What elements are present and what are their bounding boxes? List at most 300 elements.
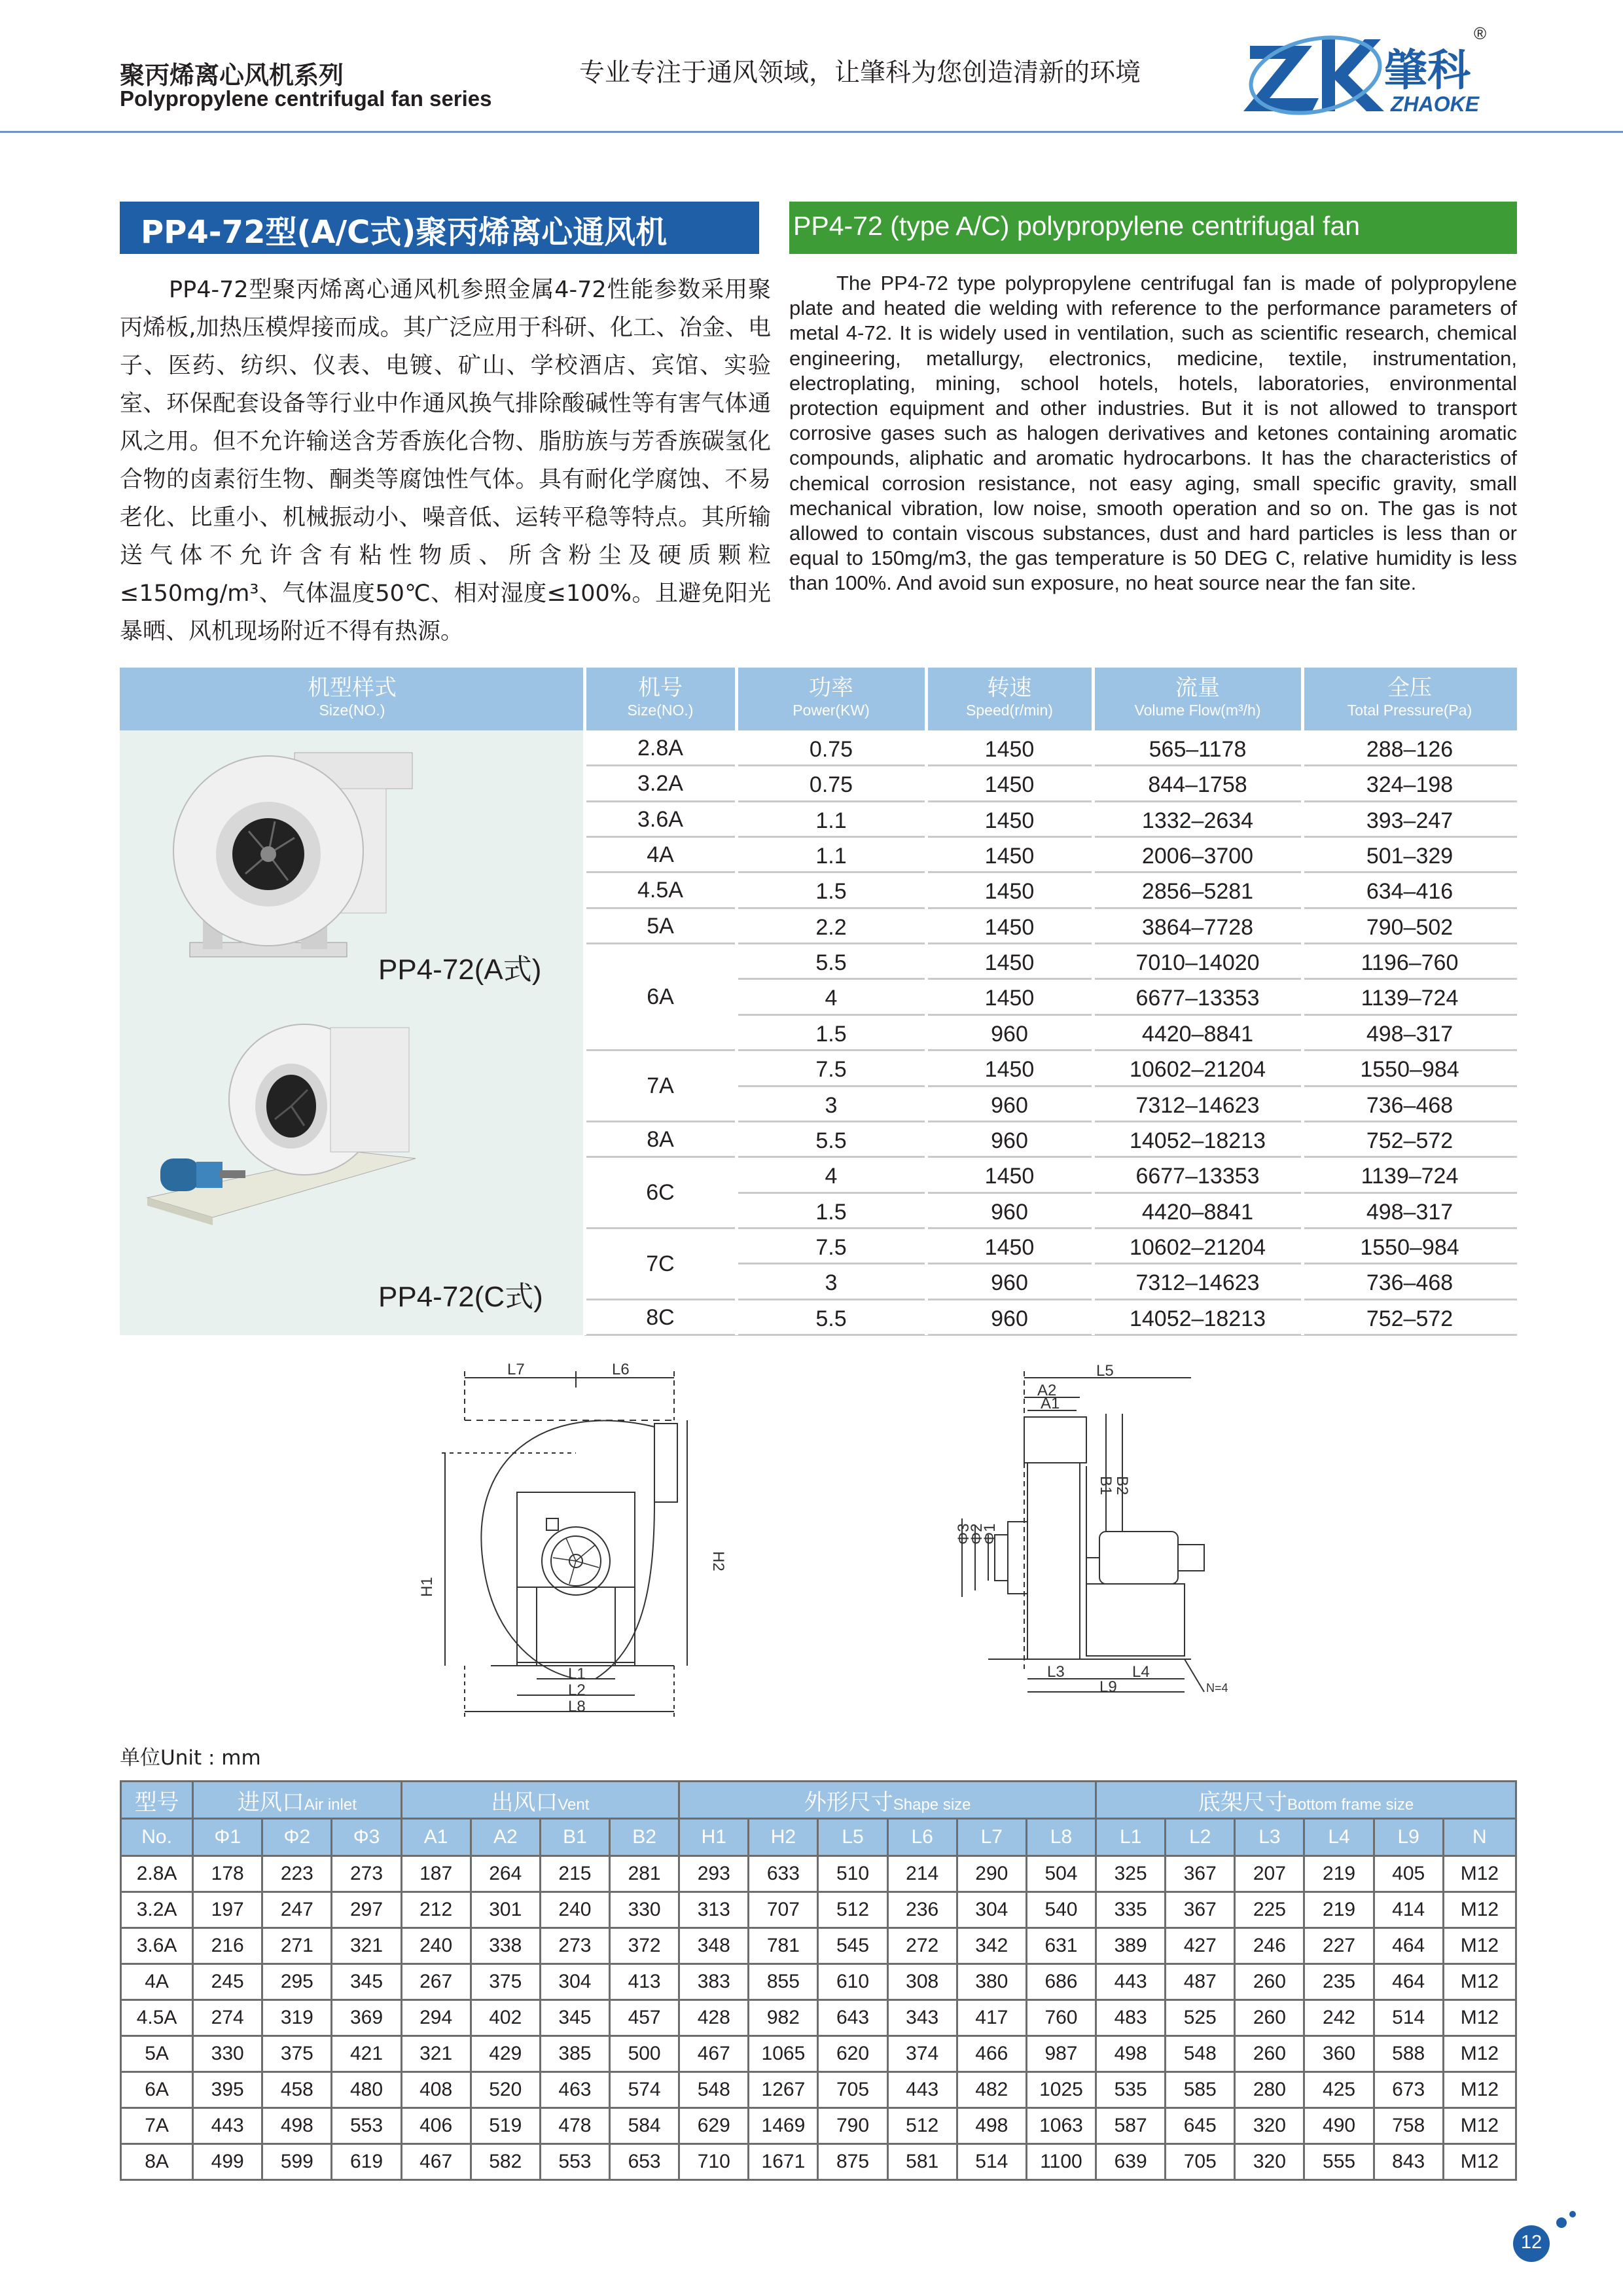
pressure-cell: 752–572 bbox=[1366, 1306, 1454, 1331]
speed-cell: 1450 bbox=[984, 879, 1035, 905]
header-speed: 转速 Speed(r/min) bbox=[966, 675, 1053, 719]
table-cell: 343 bbox=[887, 2000, 957, 2036]
section-title-cn: PP4-72型(A/C式)聚丙烯离心通风机 bbox=[141, 214, 668, 251]
table-cell: 214 bbox=[887, 1856, 957, 1892]
table-cell: 421 bbox=[332, 2036, 401, 2072]
table-cell: 385 bbox=[540, 2036, 609, 2072]
speed-cell: 1450 bbox=[984, 1234, 1035, 1260]
table-cell: 7A bbox=[121, 2108, 193, 2144]
dim-l5: L5 bbox=[1096, 1362, 1114, 1380]
table-cell: 338 bbox=[471, 1928, 540, 1964]
column-header: H1 bbox=[679, 1819, 749, 1856]
column-header: Φ3 bbox=[332, 1819, 401, 1856]
table-cell: 405 bbox=[1374, 1856, 1443, 1892]
flow-cell: 6677–13353 bbox=[1135, 986, 1260, 1011]
pressure-cell: 288–126 bbox=[1366, 737, 1454, 762]
description-cn: PP4-72型聚丙烯离心通风机参照金属4-72性能参数采用聚丙烯板,加热压模焊接而成。其广泛应用于科研、化工、冶金、电子、医药、纺织、仪表、电镀、矿山、学校酒店、宾馆、实验室、环保配套设备等行业中作通风换气排除酸碱性等有害气体通风之用。但不允许输送含芳香族化合物、脂肪族与芳香族碳氢化合物的卤素衍生物、酮类等腐蚀性气体。具有耐化学腐蚀、不易老化、比重小、机械振动小、噪音低、运转平稳等特点。其所输送气体不允许含有粘性物质、所含粉尘及硬质颗粒≤150mg/m³、气体温度50℃、相对湿度≤100%。且避免阳光暴晒、风机现场附近不得有热源。 bbox=[120, 277, 771, 645]
table-cell: 427 bbox=[1166, 1928, 1235, 1964]
power-cell: 1.1 bbox=[815, 844, 847, 869]
column-header: H2 bbox=[749, 1819, 818, 1856]
table-cell: 548 bbox=[679, 2072, 749, 2108]
table-cell: 223 bbox=[262, 1856, 332, 1892]
column-header: L2 bbox=[1166, 1819, 1235, 1856]
table-cell: M12 bbox=[1443, 1856, 1516, 1892]
table-cell: 2.8A bbox=[121, 1856, 193, 1892]
table-cell: 443 bbox=[193, 2108, 262, 2144]
column-header: L1 bbox=[1096, 1819, 1166, 1856]
table-cell: 875 bbox=[818, 2144, 887, 2180]
header-fan-style: 机型样式 Size(NO.) bbox=[308, 675, 397, 719]
table-cell: 301 bbox=[471, 1892, 540, 1928]
dim-phi1: Φ1 bbox=[981, 1523, 999, 1545]
page-number: 12 bbox=[1520, 2232, 1543, 2253]
power-cell: 1.5 bbox=[815, 1021, 847, 1047]
speed-cell: 1450 bbox=[984, 772, 1035, 798]
table-cell: 458 bbox=[262, 2072, 332, 2108]
table-cell: 581 bbox=[887, 2144, 957, 2180]
table-cell: M12 bbox=[1443, 2000, 1516, 2036]
fan-type-c-image bbox=[141, 1021, 429, 1237]
table-row bbox=[121, 1928, 1516, 1964]
table-cell: 653 bbox=[610, 2144, 679, 2180]
flow-cell: 6677–13353 bbox=[1135, 1164, 1260, 1189]
table-cell: 308 bbox=[887, 1964, 957, 2000]
table-cell: 520 bbox=[471, 2072, 540, 2108]
speed-cell: 960 bbox=[991, 1306, 1028, 1331]
table-cell: 389 bbox=[1096, 1928, 1166, 1964]
dim-a2: A2 bbox=[1037, 1382, 1057, 1399]
table-cell: 3.2A bbox=[121, 1892, 193, 1928]
power-cell: 3 bbox=[825, 1092, 838, 1118]
table-cell: 620 bbox=[818, 2036, 887, 2072]
side-view-drawing bbox=[949, 1361, 1276, 1754]
dim-b2: B2 bbox=[1113, 1476, 1131, 1496]
column-header: B2 bbox=[610, 1819, 679, 1856]
table-cell: 260 bbox=[1235, 2036, 1304, 2072]
table-cell: 246 bbox=[1235, 1928, 1304, 1964]
flow-cell: 14052–18213 bbox=[1129, 1128, 1266, 1153]
table-cell: 178 bbox=[193, 1856, 262, 1892]
table-cell: 790 bbox=[818, 2108, 887, 2144]
table-cell: 335 bbox=[1096, 1892, 1166, 1928]
pressure-cell: 1139–724 bbox=[1361, 986, 1459, 1011]
flow-cell: 4420–8841 bbox=[1141, 1021, 1254, 1047]
table-cell: 267 bbox=[401, 1964, 471, 2000]
power-cell: 1.5 bbox=[815, 879, 847, 905]
group-header: 出风口Vent bbox=[401, 1782, 679, 1819]
table-cell: 321 bbox=[401, 2036, 471, 2072]
pressure-cell: 1550–984 bbox=[1360, 1057, 1459, 1083]
header-divider bbox=[0, 131, 1623, 133]
table-cell: 673 bbox=[1374, 2072, 1443, 2108]
row-divider bbox=[584, 1334, 736, 1336]
logo-en-text: ZHAOKE bbox=[1391, 92, 1480, 116]
decor-dot bbox=[1556, 2217, 1567, 2228]
table-cell: 645 bbox=[1166, 2108, 1235, 2144]
logo-mark-icon bbox=[1243, 26, 1387, 118]
table-cell: 498 bbox=[262, 2108, 332, 2144]
table-cell: 855 bbox=[749, 1964, 818, 2000]
pressure-cell: 393–247 bbox=[1366, 808, 1454, 833]
table-cell: 293 bbox=[679, 1856, 749, 1892]
group-header: 外形尺寸Shape size bbox=[679, 1782, 1096, 1819]
table-cell: 367 bbox=[1166, 1856, 1235, 1892]
table-cell: 633 bbox=[749, 1856, 818, 1892]
column-header: L3 bbox=[1235, 1819, 1304, 1856]
pressure-cell: 498–317 bbox=[1366, 1021, 1454, 1047]
section-title-en: PP4-72 (type A/C) polypropylene centrifugal fan bbox=[793, 211, 1361, 241]
pressure-cell: 790–502 bbox=[1366, 914, 1454, 940]
flow-cell: 10602–21204 bbox=[1129, 1234, 1266, 1260]
table-cell: M12 bbox=[1443, 2144, 1516, 2180]
dim-l3: L3 bbox=[1047, 1663, 1065, 1681]
table-cell: 498 bbox=[1096, 2036, 1166, 2072]
table-cell: 406 bbox=[401, 2108, 471, 2144]
table-cell: 413 bbox=[610, 1964, 679, 2000]
dim-n4: N=4 bbox=[1206, 1681, 1228, 1695]
table-cell: 425 bbox=[1304, 2072, 1374, 2108]
column-header: L8 bbox=[1026, 1819, 1096, 1856]
fan-c-label: PP4-72(C式) bbox=[378, 1281, 543, 1313]
table-cell: 414 bbox=[1374, 1892, 1443, 1928]
power-cell: 3 bbox=[825, 1270, 838, 1296]
column-divider bbox=[735, 668, 738, 1335]
power-cell: 5.5 bbox=[815, 1306, 847, 1331]
table-cell: 584 bbox=[610, 2108, 679, 2144]
flow-cell: 4420–8841 bbox=[1141, 1199, 1254, 1225]
table-cell: 273 bbox=[540, 1928, 609, 1964]
column-header: No. bbox=[121, 1819, 193, 1856]
speed-cell: 960 bbox=[991, 1092, 1028, 1118]
column-header: Φ1 bbox=[193, 1819, 262, 1856]
column-header: B1 bbox=[540, 1819, 609, 1856]
pressure-cell: 634–416 bbox=[1366, 879, 1454, 905]
table-cell: M12 bbox=[1443, 1964, 1516, 2000]
power-cell: 5.5 bbox=[815, 1128, 847, 1153]
row-divider bbox=[736, 1334, 1517, 1336]
table-cell: 304 bbox=[540, 1964, 609, 2000]
flow-cell: 2856–5281 bbox=[1141, 879, 1254, 905]
dim-h2: H2 bbox=[709, 1551, 727, 1571]
table-row bbox=[121, 2036, 1516, 2072]
flow-cell: 844–1758 bbox=[1148, 772, 1247, 798]
table-cell: 297 bbox=[332, 1892, 401, 1928]
table-cell: 548 bbox=[1166, 2036, 1235, 2072]
table-cell: 225 bbox=[1235, 1892, 1304, 1928]
table-cell: 219 bbox=[1304, 1856, 1374, 1892]
table-cell: 707 bbox=[749, 1892, 818, 1928]
table-cell: 982 bbox=[749, 2000, 818, 2036]
table-cell: 478 bbox=[540, 2108, 609, 2144]
dim-l2: L2 bbox=[568, 1681, 586, 1699]
table-cell: 987 bbox=[1026, 2036, 1096, 2072]
table-cell: 464 bbox=[1374, 1928, 1443, 1964]
table-cell: 574 bbox=[610, 2072, 679, 2108]
table-cell: 325 bbox=[1096, 1856, 1166, 1892]
table-cell: 758 bbox=[1374, 2108, 1443, 2144]
table-cell: 643 bbox=[818, 2000, 887, 2036]
speed-cell: 1450 bbox=[984, 950, 1035, 976]
series-title-cn: 聚丙烯离心风机系列 bbox=[120, 61, 344, 90]
table-cell: 235 bbox=[1304, 1964, 1374, 2000]
table-cell: 408 bbox=[401, 2072, 471, 2108]
table-cell: 464 bbox=[1374, 1964, 1443, 2000]
flow-cell: 7312–14623 bbox=[1135, 1092, 1260, 1118]
table-cell: 1065 bbox=[749, 2036, 818, 2072]
table-cell: 360 bbox=[1304, 2036, 1374, 2072]
table-cell: 4.5A bbox=[121, 2000, 193, 2036]
table-cell: 1063 bbox=[1026, 2108, 1096, 2144]
table-cell: 582 bbox=[471, 2144, 540, 2180]
speed-cell: 1450 bbox=[984, 808, 1035, 833]
table-cell: 457 bbox=[610, 2000, 679, 2036]
dim-phi2: Φ2 bbox=[968, 1523, 986, 1545]
table-cell: 1025 bbox=[1026, 2072, 1096, 2108]
group-header: 底架尺寸Bottom frame size bbox=[1096, 1782, 1516, 1819]
group-header: 进风口Air inlet bbox=[193, 1782, 401, 1819]
table-cell: 240 bbox=[540, 1892, 609, 1928]
size-cell: 2.8A bbox=[637, 736, 683, 761]
column-divider bbox=[1301, 668, 1304, 1335]
table-row bbox=[121, 2000, 1516, 2036]
table-cell: 443 bbox=[887, 2072, 957, 2108]
power-cell: 2.2 bbox=[815, 914, 847, 940]
table-cell: 330 bbox=[610, 1892, 679, 1928]
table-cell: 330 bbox=[193, 2036, 262, 2072]
table-cell: 320 bbox=[1235, 2144, 1304, 2180]
size-cell: 8C bbox=[646, 1304, 675, 1330]
size-cell: 4A bbox=[647, 842, 674, 868]
size-cell: 8A bbox=[647, 1126, 674, 1152]
slogan: 专业专注于通风领域，让肇科为您创造清新的环境 bbox=[579, 58, 1141, 88]
table-cell: 8A bbox=[121, 2144, 193, 2180]
table-cell: 417 bbox=[957, 2000, 1026, 2036]
power-cell: 7.5 bbox=[815, 1057, 847, 1083]
table-cell: 514 bbox=[1374, 2000, 1443, 2036]
table-cell: 383 bbox=[679, 1964, 749, 2000]
table-row bbox=[121, 2108, 1516, 2144]
table-cell: 705 bbox=[818, 2072, 887, 2108]
table-cell: 212 bbox=[401, 1892, 471, 1928]
column-header: Φ2 bbox=[262, 1819, 332, 1856]
table-cell: 227 bbox=[1304, 1928, 1374, 1964]
speed-cell: 1450 bbox=[984, 914, 1035, 940]
table-cell: 585 bbox=[1166, 2072, 1235, 2108]
table-cell: 345 bbox=[332, 1964, 401, 2000]
column-header: L9 bbox=[1374, 1819, 1443, 1856]
pressure-cell: 1139–724 bbox=[1361, 1164, 1459, 1189]
table-cell: 273 bbox=[332, 1856, 401, 1892]
table-cell: 545 bbox=[818, 1928, 887, 1964]
table-cell: 553 bbox=[540, 2144, 609, 2180]
table-cell: M12 bbox=[1443, 1928, 1516, 1964]
table-cell: 236 bbox=[887, 1892, 957, 1928]
table-cell: 512 bbox=[887, 2108, 957, 2144]
zhaoke-logo bbox=[1243, 20, 1505, 118]
power-cell: 4 bbox=[825, 1164, 838, 1189]
table-cell: 197 bbox=[193, 1892, 262, 1928]
column-divider bbox=[925, 668, 928, 1335]
table-cell: M12 bbox=[1443, 2036, 1516, 2072]
size-cell: 4.5A bbox=[637, 878, 683, 903]
table-cell: 272 bbox=[887, 1928, 957, 1964]
size-cell: 3.6A bbox=[637, 806, 683, 832]
table-cell: 467 bbox=[679, 2036, 749, 2072]
pressure-cell: 324–198 bbox=[1366, 772, 1454, 798]
table-cell: 619 bbox=[332, 2144, 401, 2180]
table-cell: 639 bbox=[1096, 2144, 1166, 2180]
table-cell: 294 bbox=[401, 2000, 471, 2036]
dim-l9: L9 bbox=[1099, 1678, 1117, 1696]
table-cell: 4A bbox=[121, 1964, 193, 2000]
header-power: 功率 Power(KW) bbox=[793, 675, 870, 719]
table-cell: M12 bbox=[1443, 1892, 1516, 1928]
power-cell: 4 bbox=[825, 986, 838, 1011]
table-cell: 348 bbox=[679, 1928, 749, 1964]
table-cell: 610 bbox=[818, 1964, 887, 2000]
registered-mark: ® bbox=[1474, 24, 1487, 43]
table-cell: 375 bbox=[262, 2036, 332, 2072]
table-cell: 313 bbox=[679, 1892, 749, 1928]
column-header: L5 bbox=[818, 1819, 887, 1856]
table-cell: 375 bbox=[471, 1964, 540, 2000]
column-header: L4 bbox=[1304, 1819, 1374, 1856]
table-cell: 781 bbox=[749, 1928, 818, 1964]
dim-l4: L4 bbox=[1132, 1663, 1150, 1681]
flow-cell: 3864–7728 bbox=[1141, 914, 1254, 940]
speed-cell: 1450 bbox=[984, 1057, 1035, 1083]
table-cell: 429 bbox=[471, 2036, 540, 2072]
table-cell: 319 bbox=[262, 2000, 332, 2036]
table-cell: 207 bbox=[1235, 1856, 1304, 1892]
table-cell: 467 bbox=[401, 2144, 471, 2180]
table-cell: 587 bbox=[1096, 2108, 1166, 2144]
front-view-drawing bbox=[380, 1361, 746, 1754]
table-cell: 320 bbox=[1235, 2108, 1304, 2144]
table-cell: 843 bbox=[1374, 2144, 1443, 2180]
flow-cell: 2006–3700 bbox=[1141, 844, 1254, 869]
flow-cell: 14052–18213 bbox=[1129, 1306, 1266, 1331]
power-cell: 0.75 bbox=[809, 772, 853, 798]
table-cell: 260 bbox=[1235, 1964, 1304, 2000]
dim-h1: H1 bbox=[418, 1577, 436, 1597]
pressure-cell: 736–468 bbox=[1366, 1092, 1454, 1118]
table-cell: 280 bbox=[1235, 2072, 1304, 2108]
table-cell: 215 bbox=[540, 1856, 609, 1892]
table-cell: 6A bbox=[121, 2072, 193, 2108]
table-cell: 480 bbox=[332, 2072, 401, 2108]
table-cell: 483 bbox=[1096, 2000, 1166, 2036]
flow-cell: 7010–14020 bbox=[1135, 950, 1260, 976]
table-cell: 290 bbox=[957, 1856, 1026, 1892]
table-cell: 686 bbox=[1026, 1964, 1096, 2000]
dimension-table bbox=[120, 1780, 1517, 2181]
speed-cell: 1450 bbox=[984, 1164, 1035, 1189]
table-cell: 599 bbox=[262, 2144, 332, 2180]
dim-l7: L7 bbox=[507, 1361, 525, 1378]
flow-cell: 7312–14623 bbox=[1135, 1270, 1260, 1296]
table-cell: 240 bbox=[401, 1928, 471, 1964]
table-cell: 463 bbox=[540, 2072, 609, 2108]
table-cell: 487 bbox=[1166, 1964, 1235, 2000]
column-divider bbox=[1092, 668, 1095, 1335]
group-header: 型号 bbox=[121, 1782, 193, 1819]
power-cell: 1.1 bbox=[815, 808, 847, 833]
column-divider bbox=[583, 668, 586, 1335]
speed-cell: 1450 bbox=[984, 737, 1035, 762]
table-cell: 245 bbox=[193, 1964, 262, 2000]
pressure-cell: 501–329 bbox=[1366, 844, 1454, 869]
table-cell: 588 bbox=[1374, 2036, 1443, 2072]
power-cell: 5.5 bbox=[815, 950, 847, 976]
table-cell: 345 bbox=[540, 2000, 609, 2036]
flow-cell: 10602–21204 bbox=[1129, 1057, 1266, 1083]
table-cell: 216 bbox=[193, 1928, 262, 1964]
table-row bbox=[121, 1892, 1516, 1928]
table-cell: 1671 bbox=[749, 2144, 818, 2180]
table-cell: 514 bbox=[957, 2144, 1026, 2180]
dim-b1: B1 bbox=[1097, 1476, 1115, 1496]
table-cell: 525 bbox=[1166, 2000, 1235, 2036]
table-cell: 372 bbox=[610, 1928, 679, 1964]
table-row bbox=[121, 1856, 1516, 1892]
table-cell: 187 bbox=[401, 1856, 471, 1892]
size-cell: 3.2A bbox=[637, 771, 683, 797]
table-cell: 510 bbox=[818, 1856, 887, 1892]
dim-l8: L8 bbox=[568, 1698, 586, 1715]
table-cell: 535 bbox=[1096, 2072, 1166, 2108]
table-cell: 369 bbox=[332, 2000, 401, 2036]
size-cell: 7A bbox=[647, 1073, 674, 1099]
table-cell: 504 bbox=[1026, 1856, 1096, 1892]
table-cell: 1267 bbox=[749, 2072, 818, 2108]
table-cell: 540 bbox=[1026, 1892, 1096, 1928]
table-cell: 498 bbox=[957, 2108, 1026, 2144]
table-cell: 512 bbox=[818, 1892, 887, 1928]
table-cell: M12 bbox=[1443, 2072, 1516, 2108]
table-cell: 555 bbox=[1304, 2144, 1374, 2180]
dim-l1: L1 bbox=[568, 1665, 586, 1683]
table-cell: 428 bbox=[679, 2000, 749, 2036]
pressure-cell: 498–317 bbox=[1366, 1199, 1454, 1225]
table-cell: 295 bbox=[262, 1964, 332, 2000]
table-cell: 247 bbox=[262, 1892, 332, 1928]
table-cell: 304 bbox=[957, 1892, 1026, 1928]
table-cell: 402 bbox=[471, 2000, 540, 2036]
table-cell: 271 bbox=[262, 1928, 332, 1964]
table-row bbox=[121, 2072, 1516, 2108]
header-total-pressure: 全压 Total Pressure(Pa) bbox=[1347, 675, 1472, 719]
power-cell: 7.5 bbox=[815, 1234, 847, 1260]
table-cell: 499 bbox=[193, 2144, 262, 2180]
dim-a1: A1 bbox=[1041, 1395, 1060, 1412]
dim-phi3: Φ3 bbox=[955, 1523, 972, 1545]
table-cell: 710 bbox=[679, 2144, 749, 2180]
column-header: A2 bbox=[471, 1819, 540, 1856]
table-cell: 1469 bbox=[749, 2108, 818, 2144]
table-cell: 367 bbox=[1166, 1892, 1235, 1928]
size-cell: 5A bbox=[647, 913, 674, 939]
table-cell: 219 bbox=[1304, 1892, 1374, 1928]
header-volume-flow: 流量 Volume Flow(m³/h) bbox=[1134, 675, 1261, 719]
fan-a-label: PP4-72(A式) bbox=[378, 954, 542, 986]
table-cell: 631 bbox=[1026, 1928, 1096, 1964]
fan-type-a-image bbox=[157, 740, 432, 975]
table-cell: 1100 bbox=[1026, 2144, 1096, 2180]
flow-cell: 565–1178 bbox=[1149, 737, 1247, 762]
table-cell: 342 bbox=[957, 1928, 1026, 1964]
column-header: L7 bbox=[957, 1819, 1026, 1856]
